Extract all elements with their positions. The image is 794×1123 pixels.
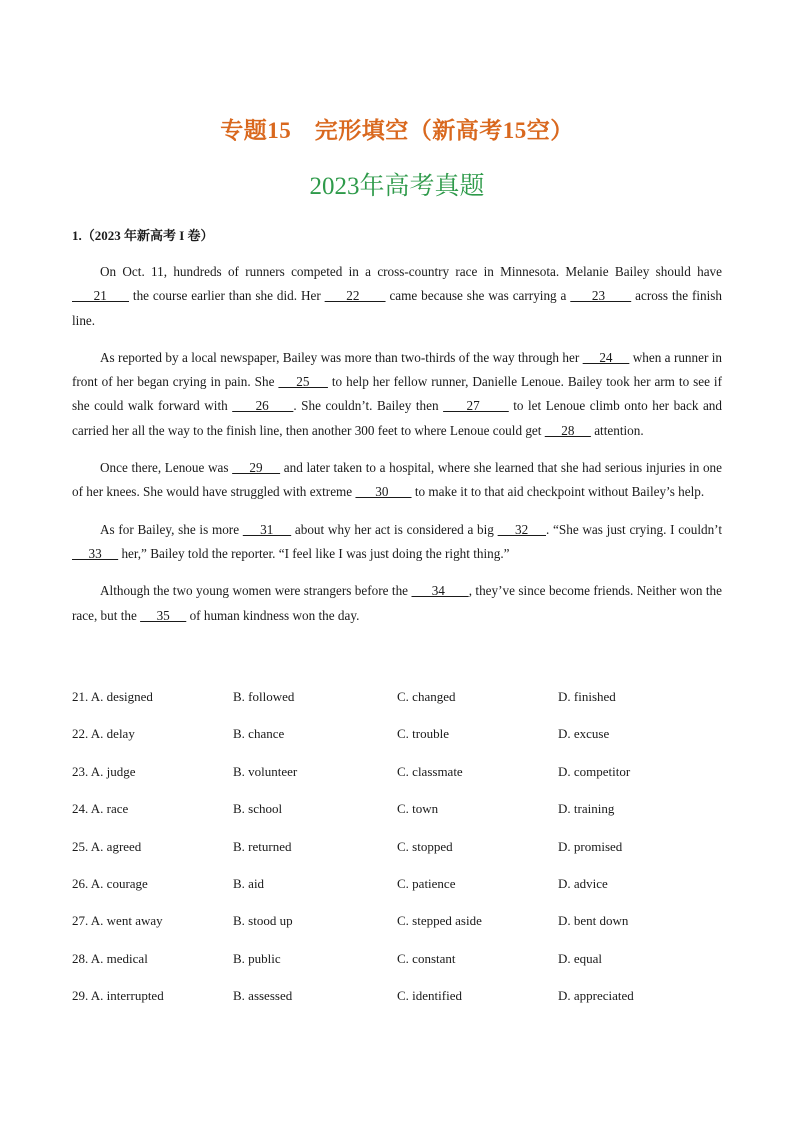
blank: 30: [355, 484, 412, 500]
blank: 23: [570, 288, 632, 304]
option-choice: 27. A. went away: [72, 913, 163, 929]
option-choice: D. finished: [558, 689, 616, 704]
passage-text: Once there, Lenoue was: [100, 460, 233, 476]
option-choice: D. advice: [558, 875, 608, 891]
option-choice: 29. A. interrupted: [72, 988, 164, 1004]
passage-text: of human kindness won the day.: [186, 607, 360, 623]
passage-paragraph: [72, 260, 722, 333]
option-choice: C. trouble: [397, 726, 449, 742]
passage-text: . “She was just crying. I couldn’t: [546, 521, 723, 537]
options-list: [72, 689, 722, 1026]
option-choice: 26. A. courage: [72, 875, 148, 891]
option-row: [72, 689, 722, 726]
option-choice: B. stood up: [233, 913, 293, 929]
option-choice: C. constant: [397, 950, 456, 966]
option-row: [72, 801, 722, 838]
passage-text: Although the two young women were strangers before the: [100, 583, 412, 599]
option-choice: D. excuse: [558, 726, 610, 742]
passage-text: As reported by a local newspaper, Bailey was more than two-thirds of the way through her: [100, 349, 583, 365]
option-choice: D. promised: [558, 838, 623, 854]
option-choice: D. appreciated: [558, 988, 634, 1004]
passage-text: to let Lenoue climb onto her back and carried her all the way to the finish line, then another 300 feet to where Lenoue could get: [72, 398, 722, 438]
passage-text: about why her act is considered a big: [291, 521, 498, 537]
passage-text: when a runner in front of her began crying in pain. She: [72, 349, 723, 390]
option-choice: D. bent down: [558, 913, 629, 929]
passage-text: came because she was carrying a: [385, 288, 571, 304]
blank: 26: [232, 398, 294, 414]
option-choice: C. town: [397, 801, 439, 817]
option-choice: 23. A. judge: [72, 763, 136, 779]
option-row: [72, 951, 722, 988]
option-choice: C. patience: [397, 875, 456, 891]
blank: 28: [544, 422, 591, 438]
option-choice: C. stepped aside: [397, 913, 482, 929]
passage-text: attention.: [590, 422, 644, 438]
passage: [72, 260, 722, 641]
passage-text: and later taken to a hospital, where she learned that she had serious injuries in one of her knees. She would have struggled with extreme: [72, 460, 722, 500]
option-choice: D. training: [558, 801, 615, 817]
option-choice: B. public: [233, 950, 281, 966]
blank: 31: [242, 521, 292, 537]
option-choice: B. chance: [233, 726, 285, 742]
passage-paragraph: [72, 579, 722, 628]
option-choice: C. identified: [397, 988, 462, 1004]
blank: 34: [411, 583, 469, 599]
passage-text: to make it to that aid checkpoint without Bailey’s help.: [411, 484, 705, 500]
passage-text: On Oct. 11, hundreds of runners competed in a cross-country race in Minnesota. Melanie Bailey should have: [100, 264, 722, 279]
section-title: 2023年高考真题: [309, 173, 485, 200]
option-choice: B. followed: [233, 689, 295, 704]
blank: 21: [72, 288, 129, 304]
option-row: [72, 876, 722, 913]
passage-text: the course earlier than she did. Her: [129, 288, 325, 304]
blank: 22: [324, 288, 386, 304]
option-choice: B. school: [233, 801, 283, 817]
option-choice: D. competitor: [558, 763, 631, 779]
page-title: 专题15 完形填空（新高考15空）: [220, 118, 574, 143]
blank: 35: [140, 607, 187, 623]
passage-text: her,” Bailey told the reporter. “I feel like I was just doing the right thing.”: [118, 545, 510, 561]
option-choice: C. changed: [397, 689, 456, 704]
passage-text: to help her fellow runner, Danielle Lenoue. Bailey took her arm to see if she could walk forward with: [72, 374, 722, 414]
passage-text: As for Bailey, she is more: [100, 521, 243, 537]
option-row: [72, 913, 722, 950]
option-row: [72, 839, 722, 876]
passage-text: across the finish line.: [72, 288, 723, 328]
option-row: [72, 764, 722, 801]
option-choice: B. aid: [233, 875, 265, 891]
passage-paragraph: [72, 346, 722, 443]
blank: 29: [232, 460, 281, 476]
option-choice: 25. A. agreed: [72, 838, 142, 854]
blank: 27: [443, 398, 509, 414]
blank: 24: [582, 349, 630, 365]
option-choice: D. equal: [558, 950, 603, 966]
passage-paragraph: [72, 456, 722, 505]
blank: 32: [497, 521, 546, 537]
option-choice: 28. A. medical: [72, 950, 148, 966]
blank: 25: [278, 374, 328, 390]
option-choice: C. classmate: [397, 763, 463, 779]
option-choice: B. volunteer: [233, 763, 298, 779]
option-choice: 21. A. designed: [72, 689, 153, 704]
option-choice: 22. A. delay: [72, 726, 135, 742]
passage-paragraph: [72, 518, 722, 567]
option-row: [72, 988, 722, 1025]
passage-text: , they’ve since become friends. Neither won the race, but the: [72, 583, 722, 623]
blank: 33: [72, 545, 119, 561]
option-choice: C. stopped: [397, 838, 453, 854]
passage-text: . She couldn’t. Bailey then: [293, 398, 444, 414]
option-choice: B. assessed: [233, 988, 293, 1004]
option-choice: B. returned: [233, 838, 292, 854]
option-choice: 24. A. race: [72, 801, 129, 817]
option-row: [72, 726, 722, 763]
question-heading: 1.（2023 年新高考 I 卷）: [72, 228, 214, 243]
